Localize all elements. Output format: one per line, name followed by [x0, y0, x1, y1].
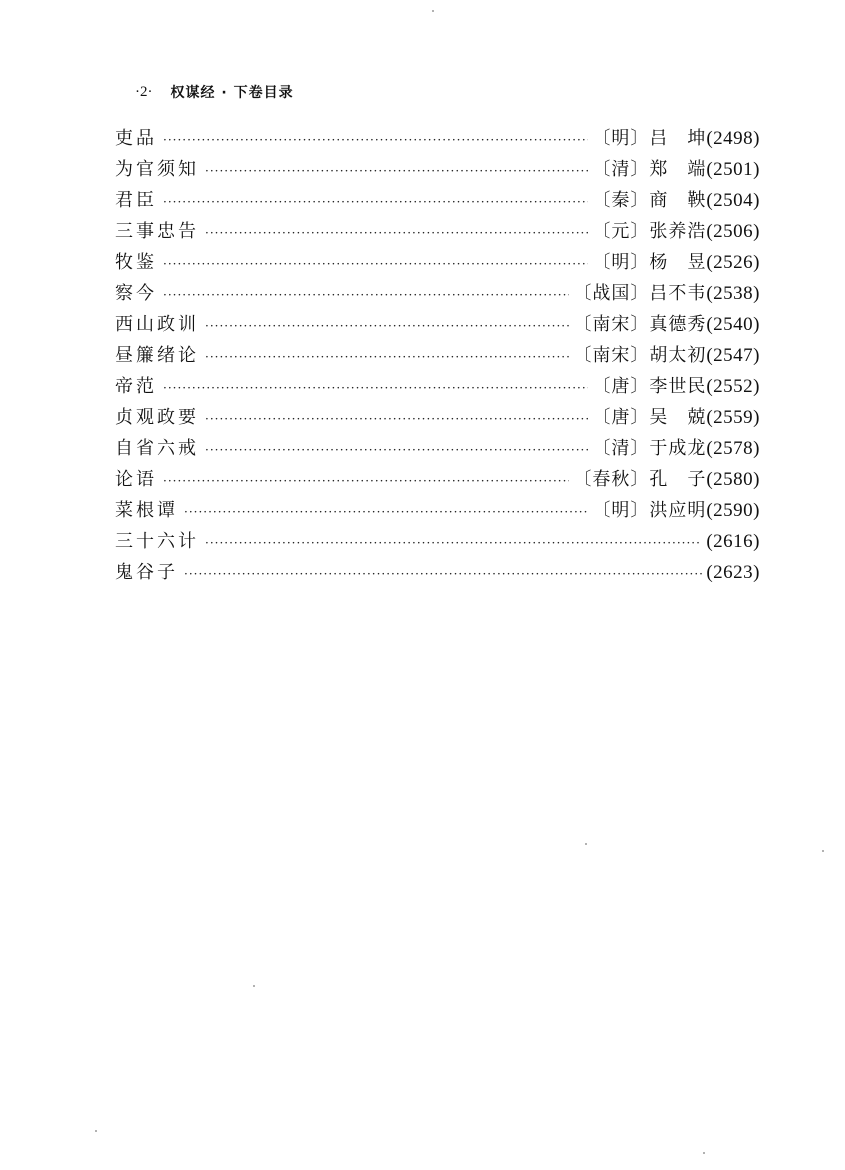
toc-entry[interactable]	[115, 403, 760, 434]
toc-entry-page: (2526)	[706, 252, 760, 273]
dot-leader	[205, 536, 702, 550]
toc-entry-title: 帝范	[115, 376, 157, 397]
toc-entry-title: 鬼谷子	[115, 562, 178, 583]
running-title: 权谋经 · 下卷目录	[170, 85, 294, 101]
toc-entry-page: (2498)	[706, 128, 760, 149]
scan-speck	[432, 10, 434, 12]
toc-entry-page: (2504)	[706, 190, 760, 211]
dot-leader	[163, 288, 569, 302]
toc-entry-page: (2506)	[706, 221, 760, 242]
dot-leader	[184, 505, 588, 519]
toc-entry-page: (2623)	[706, 562, 760, 583]
toc-entry-title: 论语	[115, 469, 157, 490]
toc-entry-page: (2547)	[706, 345, 760, 366]
toc-entry-page: (2578)	[706, 438, 760, 459]
toc-entry-title: 吏品	[115, 128, 157, 149]
toc-entry-author: 〔唐〕吴 兢	[592, 407, 707, 428]
toc-entry[interactable]	[115, 372, 760, 403]
toc-entry-title: 察今	[115, 283, 157, 304]
toc-entry-page: (2552)	[706, 376, 760, 397]
toc-entry-title: 昼簾绪论	[115, 345, 199, 366]
toc-entry[interactable]	[115, 434, 760, 465]
toc-entry-author: 〔明〕杨 昱	[592, 252, 707, 273]
scan-speck	[95, 1130, 97, 1132]
dot-leader	[163, 195, 588, 209]
toc-entry-author: 〔南宋〕胡太初	[573, 345, 707, 366]
toc-entry[interactable]	[115, 310, 760, 341]
toc-entry-page: (2540)	[706, 314, 760, 335]
toc-entry-page: (2538)	[706, 283, 760, 304]
toc-entry[interactable]	[115, 186, 760, 217]
dot-leader	[163, 133, 588, 147]
toc-entry-title: 为官须知	[115, 159, 199, 180]
toc-entry-page: (2590)	[706, 500, 760, 521]
toc-entry-title: 君臣	[115, 190, 157, 211]
toc-entry-author: 〔明〕吕 坤	[592, 128, 707, 149]
toc-entry[interactable]	[115, 496, 760, 527]
scan-speck	[822, 850, 824, 852]
toc-entry[interactable]	[115, 279, 760, 310]
dot-leader	[163, 381, 588, 395]
dot-leader	[205, 226, 588, 240]
toc-entry-page: (2616)	[706, 531, 760, 552]
toc-entry[interactable]	[115, 527, 760, 558]
toc-entry-author: 〔元〕张养浩	[592, 221, 707, 242]
dot-leader	[205, 350, 569, 364]
dot-leader	[163, 257, 588, 271]
dot-leader	[205, 319, 569, 333]
toc-entry-page: (2501)	[706, 159, 760, 180]
toc-entry[interactable]	[115, 248, 760, 279]
toc-entry-author: 〔春秋〕孔 子	[573, 469, 707, 490]
toc-entry[interactable]	[115, 124, 760, 155]
toc-entry-page: (2559)	[706, 407, 760, 428]
toc-entry-author: 〔南宋〕真德秀	[573, 314, 707, 335]
running-header	[135, 80, 294, 104]
toc-entry[interactable]	[115, 155, 760, 186]
table-of-contents	[115, 124, 760, 589]
toc-entry-author: 〔明〕洪应明	[592, 500, 707, 521]
scan-speck	[703, 1152, 705, 1154]
toc-entry-title: 三事忠告	[115, 221, 199, 242]
dot-leader	[205, 412, 588, 426]
toc-entry[interactable]	[115, 341, 760, 372]
toc-entry[interactable]	[115, 217, 760, 248]
dot-leader	[184, 567, 702, 581]
dot-leader	[205, 443, 588, 457]
toc-entry-title: 自省六戒	[115, 438, 199, 459]
dot-leader	[163, 474, 569, 488]
toc-entry-page: (2580)	[706, 469, 760, 490]
toc-entry-title: 菜根谭	[115, 500, 178, 521]
dot-leader	[205, 164, 588, 178]
page-number: ·2·	[135, 83, 153, 100]
toc-entry-author: 〔清〕于成龙	[592, 438, 707, 459]
toc-entry-author: 〔唐〕李世民	[592, 376, 707, 397]
scan-speck	[253, 985, 255, 987]
toc-entry-title: 贞观政要	[115, 407, 199, 428]
toc-entry-title: 牧鉴	[115, 252, 157, 273]
toc-entry-author: 〔清〕郑 端	[592, 159, 707, 180]
scan-speck	[585, 843, 587, 845]
toc-entry-author: 〔秦〕商 鞅	[592, 190, 707, 211]
toc-entry-author: 〔战国〕吕不韦	[573, 283, 707, 304]
toc-entry[interactable]	[115, 558, 760, 589]
toc-entry-title: 西山政训	[115, 314, 199, 335]
toc-entry-title: 三十六计	[115, 531, 199, 552]
toc-entry[interactable]	[115, 465, 760, 496]
